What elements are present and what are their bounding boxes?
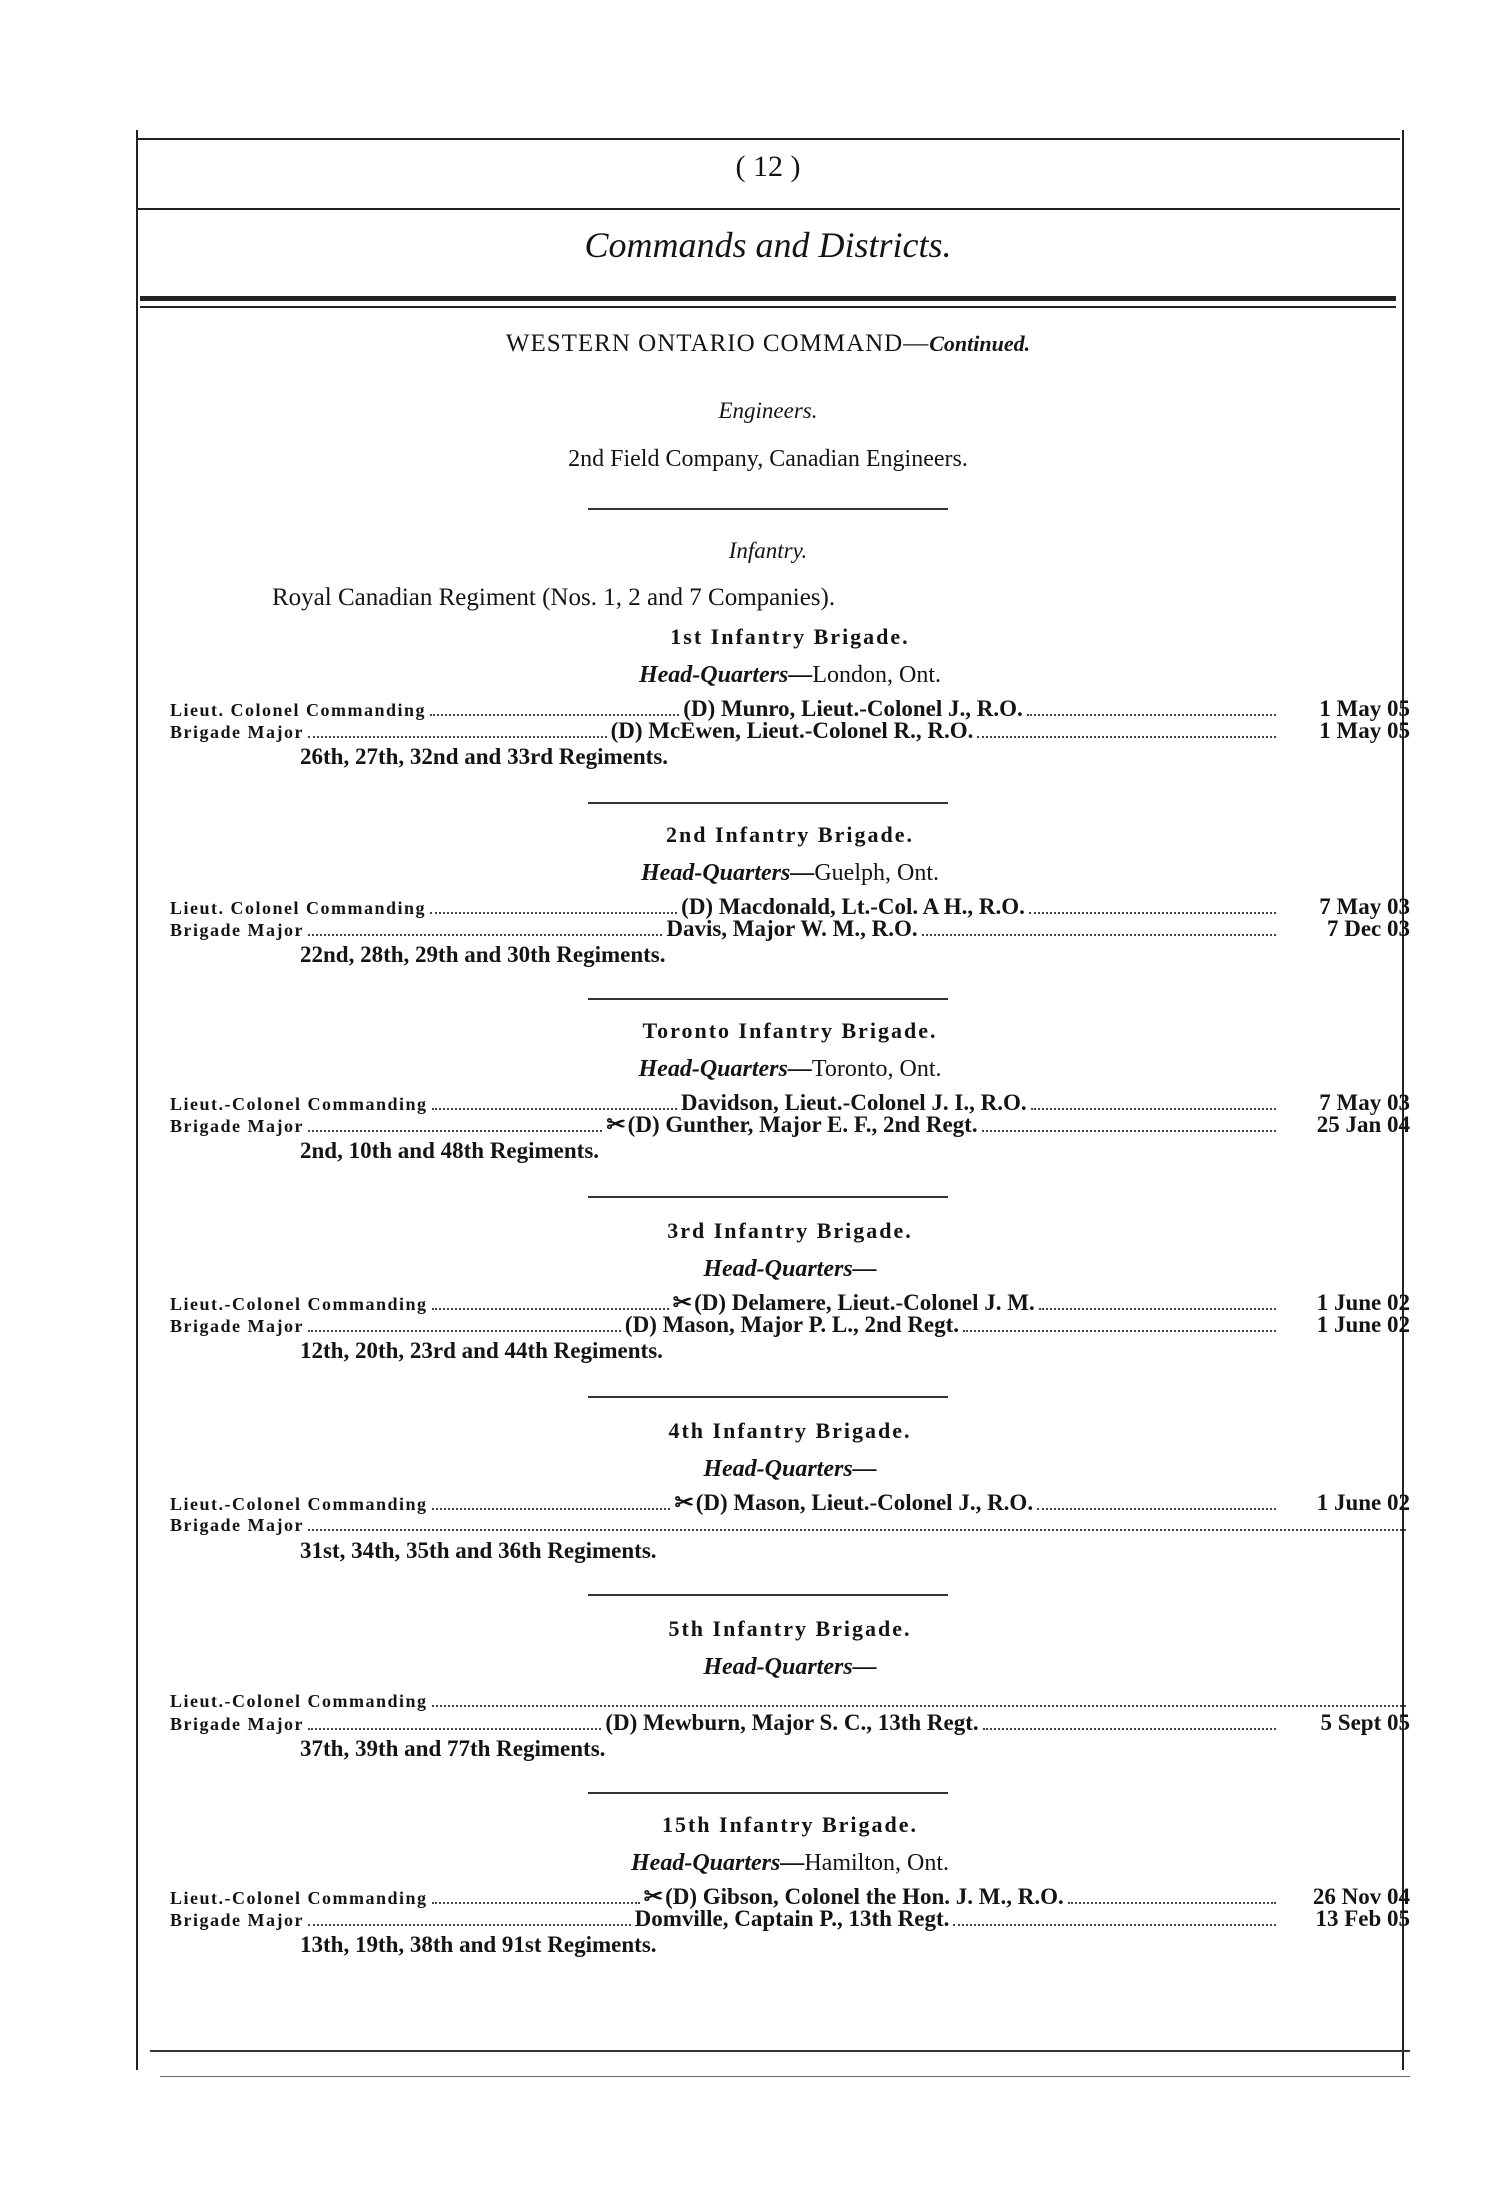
scissors-icon: ✂ xyxy=(674,1490,694,1515)
dot-leader xyxy=(432,1294,669,1310)
hq-label: Head-Quarters— xyxy=(638,662,813,688)
appointment-row xyxy=(170,1690,1410,1712)
appointment-row xyxy=(170,1908,1410,1930)
header-thin-rule xyxy=(140,306,1396,308)
dot-leader xyxy=(430,898,677,914)
dot-leader xyxy=(922,920,1276,936)
brigade-2nd xyxy=(170,822,1410,970)
appointment-date: 25 Jan 04 xyxy=(1316,1112,1411,1137)
officer-name: Davis, Major W. M., R.O. xyxy=(666,916,918,941)
brigade-toronto xyxy=(170,1018,1410,1166)
appointment-row xyxy=(170,698,1410,720)
hq-label: Head-Quarters— xyxy=(703,1654,877,1680)
officer-name: (D) Gibson, Colonel the Hon. J. M., R.O. xyxy=(665,1884,1064,1909)
section-divider xyxy=(588,1594,948,1596)
appointment-row xyxy=(170,1292,1410,1314)
brigade-name: 1st Infantry Brigade. xyxy=(670,624,910,649)
appointment-date: 5 Sept 05 xyxy=(1320,1710,1410,1735)
officer-name: (D) McEwen, Lieut.-Colonel R., R.O. xyxy=(610,718,974,743)
dot-leader xyxy=(1029,898,1276,914)
appointment-date: 26 Nov 04 xyxy=(1312,1884,1410,1909)
brigade-regiments: 22nd, 28th, 29th and 30th Regiments. xyxy=(300,942,666,967)
hq-label: Head-Quarters— xyxy=(703,1256,877,1282)
appointment-title: Lieut.-Colonel Commanding xyxy=(170,1094,428,1114)
dot-leader xyxy=(308,1714,601,1730)
brigade-name: 4th Infantry Brigade. xyxy=(668,1418,912,1443)
brigade-headquarters xyxy=(170,1456,1410,1492)
dot-leader xyxy=(953,1910,1276,1926)
brigade-5th xyxy=(170,1616,1410,1764)
officer-name: (D) Delamere, Lieut.-Colonel J. M. xyxy=(694,1290,1035,1315)
command-title xyxy=(136,330,1400,358)
brigade-4th xyxy=(170,1418,1410,1566)
appointment-row xyxy=(170,1712,1410,1734)
appointment-date: 1 May 05 xyxy=(1319,696,1411,721)
appointment-date: 1 June 02 xyxy=(1316,1312,1411,1337)
brigade-name: 2nd Infantry Brigade. xyxy=(666,822,914,847)
command-title-continued: Continued. xyxy=(929,331,1031,356)
dot-leader xyxy=(1068,1888,1276,1904)
hq-place: Toronto, Ont. xyxy=(811,1056,942,1082)
dot-leader xyxy=(308,920,662,936)
appointment-date: 7 Dec 03 xyxy=(1326,916,1411,941)
dot-leader xyxy=(308,1910,631,1926)
brigade-name: Toronto Infantry Brigade. xyxy=(642,1018,938,1043)
officer-name: Davidson, Lieut.-Colonel J. I., R.O. xyxy=(680,1090,1027,1115)
appointment-title: Lieut.-Colonel Commanding xyxy=(170,1494,428,1514)
hq-label: Head-Quarters— xyxy=(638,1056,812,1082)
appointment-date: 1 June 02 xyxy=(1316,1490,1411,1515)
dot-leader xyxy=(432,1094,677,1110)
officer-name: (D) Macdonald, Lt.-Col. A H., R.O. xyxy=(681,894,1025,919)
scissors-icon: ✂ xyxy=(672,1290,693,1315)
brigade-headquarters xyxy=(170,662,1410,698)
dot-leader xyxy=(308,1515,1406,1531)
scissors-icon: ✂ xyxy=(643,1884,664,1909)
officer-name: (D) Mason, Major P. L., 2nd Regt. xyxy=(624,1312,960,1337)
section-divider xyxy=(588,802,948,804)
appointment-date: 13 Feb 05 xyxy=(1315,1906,1411,1931)
hq-label: Head-Quarters— xyxy=(641,860,815,886)
section-divider xyxy=(588,998,948,1000)
appointment-row xyxy=(170,720,1410,742)
brigade-name: 15th Infantry Brigade. xyxy=(661,1812,919,1837)
brigade-name: 5th Infantry Brigade. xyxy=(668,1616,912,1641)
brigade-regiments: 13th, 19th, 38th and 91st Regiments. xyxy=(300,1932,657,1957)
dot-leader xyxy=(1039,1294,1276,1310)
officer-name: (D) Mewburn, Major S. C., 13th Regt. xyxy=(605,1710,979,1735)
section-divider xyxy=(588,1792,948,1794)
dot-leader xyxy=(432,1888,640,1904)
dot-leader xyxy=(432,1691,1406,1707)
hq-label: Head-Quarters— xyxy=(631,1850,805,1876)
appointment-row xyxy=(170,1492,1410,1514)
officer-name: (D) Mason, Lieut.-Colonel J., R.O. xyxy=(695,1490,1034,1515)
hq-place: Hamilton, Ont. xyxy=(804,1850,949,1876)
command-title-text: WESTERN ONTARIO COMMAND— xyxy=(505,330,930,357)
appointment-date: 1 May 05 xyxy=(1319,718,1411,743)
appointment-row xyxy=(170,1314,1410,1336)
royal-regiment-line: Royal Canadian Regiment (Nos. 1, 2 and 7 Companies). xyxy=(272,584,836,611)
dot-leader xyxy=(963,1316,1276,1332)
brigade-headquarters xyxy=(170,1056,1410,1092)
brigade-headquarters xyxy=(170,860,1410,896)
engineers-heading: Engineers. xyxy=(718,398,818,423)
appointment-title: Lieut. Colonel Commanding xyxy=(170,898,427,918)
appointment-row xyxy=(170,1114,1410,1136)
appointment-row xyxy=(170,918,1410,940)
dot-leader xyxy=(308,722,607,738)
dot-leader xyxy=(308,1116,602,1132)
engineers-unit: 2nd Field Company, Canadian Engineers. xyxy=(568,446,968,472)
brigade-15th xyxy=(170,1812,1410,1960)
brigade-regiments: 2nd, 10th and 48th Regiments. xyxy=(300,1138,600,1163)
section-divider xyxy=(588,1396,948,1398)
appointment-title: Lieut. Colonel Commanding xyxy=(170,700,427,720)
dot-leader xyxy=(982,1116,1276,1132)
appointment-date: 1 June 02 xyxy=(1316,1290,1410,1315)
brigade-regiments: 31st, 34th, 35th and 36th Regiments. xyxy=(300,1538,657,1563)
officer-name: (D) Munro, Lieut.-Colonel J., R.O. xyxy=(683,696,1023,721)
appointment-title: Lieut.-Colonel Commanding xyxy=(170,1888,428,1908)
appointment-title: Brigade Major xyxy=(170,1316,304,1336)
page-number: ( 12 ) xyxy=(735,150,801,183)
brigade-regiments: 12th, 20th, 23rd and 44th Regiments. xyxy=(300,1338,663,1363)
hq-label: Head-Quarters— xyxy=(703,1456,877,1482)
header-mid-rule xyxy=(136,208,1400,210)
header-thick-rule xyxy=(140,296,1396,301)
hq-place: Guelph, Ont. xyxy=(814,860,939,886)
brigade-name: 3rd Infantry Brigade. xyxy=(667,1218,913,1243)
appointment-title: Lieut.-Colonel Commanding xyxy=(170,1691,428,1711)
running-title: Commands and Districts. xyxy=(584,225,952,265)
brigade-3rd xyxy=(170,1218,1410,1366)
dot-leader xyxy=(308,1316,621,1332)
appointment-date: 7 May 03 xyxy=(1319,1090,1410,1115)
brigade-headquarters xyxy=(170,1850,1410,1886)
scissors-icon: ✂ xyxy=(606,1112,626,1137)
appointment-title: Brigade Major xyxy=(170,722,304,742)
appointment-title: Lieut.-Colonel Commanding xyxy=(170,1294,428,1314)
appointment-date: 7 May 03 xyxy=(1319,894,1411,919)
brigade-regiments: 37th, 39th and 77th Regiments. xyxy=(300,1736,606,1761)
officer-name: (D) Gunther, Major E. F., 2nd Regt. xyxy=(627,1112,978,1137)
header-top-rule xyxy=(136,138,1400,140)
section-divider xyxy=(588,508,948,510)
appointment-title: Brigade Major xyxy=(170,920,304,940)
appointment-title: Brigade Major xyxy=(170,1714,304,1734)
brigade-headquarters xyxy=(170,1654,1410,1690)
brigade-headquarters xyxy=(170,1256,1410,1292)
dot-leader xyxy=(1031,1094,1276,1110)
brigade-regiments: 26th, 27th, 32nd and 33rd Regiments. xyxy=(300,744,669,769)
hq-place: London, Ont. xyxy=(812,662,941,688)
appointment-row xyxy=(170,896,1410,918)
footer-rule xyxy=(150,2050,1410,2052)
officer-name: Domville, Captain P., 13th Regt. xyxy=(634,1906,950,1931)
appointment-row xyxy=(170,1514,1410,1536)
appointment-title: Brigade Major xyxy=(170,1116,304,1136)
dot-leader xyxy=(1027,700,1276,716)
dot-leader xyxy=(432,1494,671,1510)
section-divider xyxy=(588,1196,948,1198)
appointment-row xyxy=(170,1092,1410,1114)
dot-leader xyxy=(983,1714,1276,1730)
dot-leader xyxy=(1037,1494,1276,1510)
footer-rule-lower xyxy=(160,2076,1410,2077)
brigade-1st xyxy=(170,624,1410,772)
infantry-heading: Infantry. xyxy=(728,538,808,563)
appointment-title: Brigade Major xyxy=(170,1910,304,1930)
appointment-title: Brigade Major xyxy=(170,1515,304,1535)
appointment-row xyxy=(170,1886,1410,1908)
dot-leader xyxy=(977,722,1276,738)
dot-leader xyxy=(430,700,679,716)
